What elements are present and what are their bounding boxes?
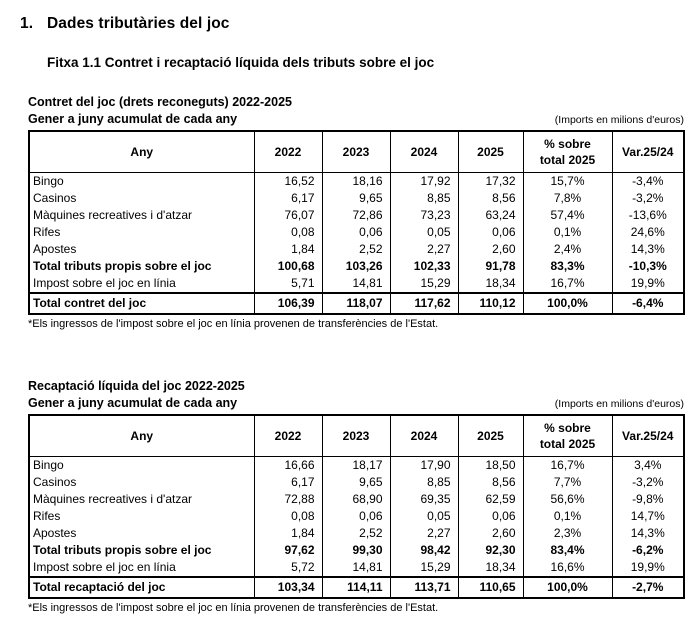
table-row xyxy=(29,207,684,224)
cell-value: 0,1% xyxy=(523,508,612,525)
fitxa-subtitle: Fitxa 1.1 Contret i recaptació líquida dels tributs sobre el joc xyxy=(47,55,435,70)
cell-value: 114,11 xyxy=(322,577,390,598)
column-header-pct-total xyxy=(523,415,612,457)
cell-value: 100,0% xyxy=(523,293,612,314)
page-title xyxy=(20,15,695,33)
cell-value: 16,66 xyxy=(254,457,322,475)
cell-value: -6,2% xyxy=(612,542,684,559)
cell-value: 0,05 xyxy=(390,508,458,525)
cell-value: 0,05 xyxy=(390,224,458,241)
table-grand-total-row xyxy=(29,293,684,314)
cell-value: 1,84 xyxy=(254,241,322,258)
cell-value: -13,6% xyxy=(612,207,684,224)
cell-value: -3,2% xyxy=(612,190,684,207)
table-header-row xyxy=(29,131,684,173)
table-heading: Recaptació líquida del joc 2022-2025 xyxy=(28,379,245,393)
cell-value: 62,59 xyxy=(458,491,523,508)
units-note: (Imports en milions d'euros) xyxy=(554,398,684,410)
recaptacio-section xyxy=(28,379,684,615)
period-label: Gener a juny acumulat de cada any xyxy=(28,396,238,410)
contret-section xyxy=(28,95,684,331)
contret-table xyxy=(28,130,685,315)
period-label: Gener a juny acumulat de cada any xyxy=(28,112,238,126)
cell-value: 2,60 xyxy=(458,525,523,542)
cell-value: 100,0% xyxy=(523,577,612,598)
pct-header-line2: total 2025 xyxy=(539,153,596,167)
cell-value: 8,56 xyxy=(458,190,523,207)
column-header-any: Any xyxy=(29,415,254,457)
cell-value: 0,1% xyxy=(523,224,612,241)
table-row xyxy=(29,525,684,542)
cell-value: 0,08 xyxy=(254,224,322,241)
units-note: (Imports en milions d'euros) xyxy=(554,114,684,126)
table-heading: Contret del joc (drets reconeguts) 2022-2025 xyxy=(28,95,292,109)
table-footnote: *Els ingressos de l'impost sobre el joc en línia provenen de transferències de l'Estat. xyxy=(28,318,439,330)
cell-value: 18,50 xyxy=(458,457,523,475)
cell-value: 14,3% xyxy=(612,241,684,258)
cell-value: 7,8% xyxy=(523,190,612,207)
column-header-2025: 2025 xyxy=(458,131,523,173)
recaptacio-table xyxy=(28,414,685,599)
table-row xyxy=(29,173,684,191)
column-header-2024: 2024 xyxy=(390,131,458,173)
cell-value: 18,16 xyxy=(322,173,390,191)
column-header-2023: 2023 xyxy=(322,415,390,457)
row-label: Casinos xyxy=(33,191,77,205)
table-row xyxy=(29,559,684,577)
table-row xyxy=(29,491,684,508)
cell-value: 14,81 xyxy=(322,559,390,577)
cell-value: 24,6% xyxy=(612,224,684,241)
table-row xyxy=(29,275,684,293)
cell-value: -3,4% xyxy=(612,173,684,191)
row-label: Total tributs propis sobre el joc xyxy=(33,259,212,273)
row-label: Total tributs propis sobre el joc xyxy=(33,543,212,557)
cell-value: 110,65 xyxy=(458,577,523,598)
cell-value: -9,8% xyxy=(612,491,684,508)
cell-value: 8,85 xyxy=(390,190,458,207)
table-row xyxy=(29,241,684,258)
table-grand-total-row xyxy=(29,577,684,598)
cell-value: 14,7% xyxy=(612,508,684,525)
cell-value: 56,6% xyxy=(523,491,612,508)
pct-header-line1: % sobre xyxy=(544,137,591,151)
cell-value: 2,3% xyxy=(523,525,612,542)
cell-value: 15,29 xyxy=(390,559,458,577)
row-label: Apostes xyxy=(33,526,77,540)
cell-value: 102,33 xyxy=(390,258,458,275)
column-header-2025: 2025 xyxy=(458,415,523,457)
cell-value: 92,30 xyxy=(458,542,523,559)
table-row xyxy=(29,190,684,207)
cell-value: 103,26 xyxy=(322,258,390,275)
table-row xyxy=(29,224,684,241)
cell-value: 17,32 xyxy=(458,173,523,191)
cell-value: 6,17 xyxy=(254,190,322,207)
column-header-2024: 2024 xyxy=(390,415,458,457)
cell-value: 2,52 xyxy=(322,525,390,542)
cell-value: 83,3% xyxy=(523,258,612,275)
column-header-2023: 2023 xyxy=(322,131,390,173)
cell-value: -2,7% xyxy=(612,577,684,598)
cell-value: 76,07 xyxy=(254,207,322,224)
pct-header-line1: % sobre xyxy=(544,421,591,435)
row-label: Bingo xyxy=(33,174,64,188)
cell-value: 17,92 xyxy=(390,173,458,191)
cell-value: 3,4% xyxy=(612,457,684,475)
row-label: Bingo xyxy=(33,458,64,472)
cell-value: 99,30 xyxy=(322,542,390,559)
cell-value: 16,7% xyxy=(523,275,612,293)
cell-value: 18,34 xyxy=(458,275,523,293)
cell-value: 8,56 xyxy=(458,474,523,491)
cell-value: 16,7% xyxy=(523,457,612,475)
cell-value: 2,60 xyxy=(458,241,523,258)
cell-value: 14,3% xyxy=(612,525,684,542)
cell-value: 2,52 xyxy=(322,241,390,258)
table-subtotal-row xyxy=(29,258,684,275)
table-row xyxy=(29,508,684,525)
cell-value: 14,81 xyxy=(322,275,390,293)
cell-value: -3,2% xyxy=(612,474,684,491)
cell-value: 2,4% xyxy=(523,241,612,258)
cell-value: 17,90 xyxy=(390,457,458,475)
cell-value: 68,90 xyxy=(322,491,390,508)
cell-value: 16,6% xyxy=(523,559,612,577)
page-title-number: 1. xyxy=(20,15,34,32)
cell-value: 9,65 xyxy=(322,190,390,207)
cell-value: 1,84 xyxy=(254,525,322,542)
cell-value: 5,71 xyxy=(254,275,322,293)
cell-value: 0,06 xyxy=(322,508,390,525)
column-header-2022: 2022 xyxy=(254,415,322,457)
cell-value: 16,52 xyxy=(254,173,322,191)
table-row xyxy=(29,457,684,475)
table-subheader xyxy=(28,112,684,126)
cell-value: 83,4% xyxy=(523,542,612,559)
table-subheader xyxy=(28,396,684,410)
cell-value: 15,29 xyxy=(390,275,458,293)
row-label: Màquines recreatives i d'atzar xyxy=(33,208,193,222)
cell-value: 5,72 xyxy=(254,559,322,577)
cell-value: 72,86 xyxy=(322,207,390,224)
row-label: Total contret del joc xyxy=(29,293,254,314)
cell-value: 6,17 xyxy=(254,474,322,491)
cell-value: 110,12 xyxy=(458,293,523,314)
table-row xyxy=(29,474,684,491)
cell-value: 57,4% xyxy=(523,207,612,224)
page-title-text: Dades tributàries del joc xyxy=(47,15,230,32)
cell-value: 2,27 xyxy=(390,241,458,258)
column-header-any: Any xyxy=(29,131,254,173)
row-label: Apostes xyxy=(33,242,77,256)
cell-value: 19,9% xyxy=(612,559,684,577)
column-header-pct-total xyxy=(523,131,612,173)
cell-value: 18,17 xyxy=(322,457,390,475)
cell-value: 0,06 xyxy=(458,508,523,525)
cell-value: 103,34 xyxy=(254,577,322,598)
cell-value: 113,71 xyxy=(390,577,458,598)
cell-value: 2,27 xyxy=(390,525,458,542)
cell-value: 9,65 xyxy=(322,474,390,491)
row-label: Rifes xyxy=(33,225,61,239)
table-subtotal-row xyxy=(29,542,684,559)
cell-value: 0,06 xyxy=(458,224,523,241)
cell-value: 69,35 xyxy=(390,491,458,508)
cell-value: 98,42 xyxy=(390,542,458,559)
cell-value: 72,88 xyxy=(254,491,322,508)
cell-value: 15,7% xyxy=(523,173,612,191)
row-label: Impost sobre el joc en línia xyxy=(33,276,176,290)
cell-value: 7,7% xyxy=(523,474,612,491)
cell-value: 0,08 xyxy=(254,508,322,525)
table-header-row xyxy=(29,415,684,457)
cell-value: 91,78 xyxy=(458,258,523,275)
cell-value: 118,07 xyxy=(322,293,390,314)
cell-value: -6,4% xyxy=(612,293,684,314)
column-header-var: Var.25/24 xyxy=(612,131,684,173)
cell-value: 8,85 xyxy=(390,474,458,491)
cell-value: 63,24 xyxy=(458,207,523,224)
row-label: Impost sobre el joc en línia xyxy=(33,560,176,574)
cell-value: 106,39 xyxy=(254,293,322,314)
row-label: Màquines recreatives i d'atzar xyxy=(33,492,193,506)
cell-value: 73,23 xyxy=(390,207,458,224)
cell-value: 100,68 xyxy=(254,258,322,275)
row-label: Total recaptació del joc xyxy=(29,577,254,598)
cell-value: 117,62 xyxy=(390,293,458,314)
row-label: Rifes xyxy=(33,509,61,523)
pct-header-line2: total 2025 xyxy=(539,437,596,451)
cell-value: 97,62 xyxy=(254,542,322,559)
cell-value: 18,34 xyxy=(458,559,523,577)
cell-value: 0,06 xyxy=(322,224,390,241)
table-footnote: *Els ingressos de l'impost sobre el joc en línia provenen de transferències de l'Estat. xyxy=(28,602,439,614)
column-header-2022: 2022 xyxy=(254,131,322,173)
cell-value: -10,3% xyxy=(612,258,684,275)
column-header-var: Var.25/24 xyxy=(612,415,684,457)
row-label: Casinos xyxy=(33,475,77,489)
cell-value: 19,9% xyxy=(612,275,684,293)
